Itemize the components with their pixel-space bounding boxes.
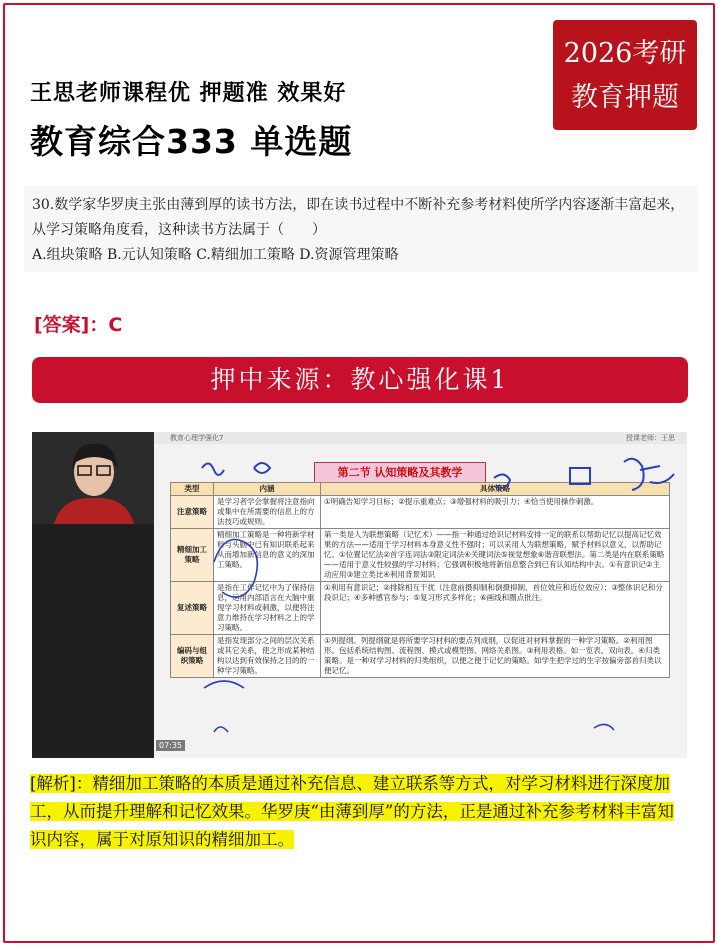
col-meaning: 内涵 [214,483,321,496]
answer-label: [答案]：C [34,314,123,336]
slide-header-left: 教育心理学强化7 [170,434,224,442]
lecture-slide [154,432,687,758]
question-stem: 30.数学家华罗庚主张由薄到厚的读书方法，即在读书过程中不断补充参考材料使所学内容逐渐丰富起来，从学习策略角度看，这种读书方法属于（ ） [32,197,685,238]
page-title: 教育综合333 单选题 [30,122,353,161]
lecture-video[interactable] [32,432,687,758]
col-type: 类型 [171,483,214,496]
row-meaning: 精细加工策略是一种将新学材料与头脑中已有知识联系起来从而增加新信息的意义的深加工策略。 [214,529,321,582]
col-strategy: 具体策略 [321,483,670,496]
slogan: 王思老师课程优 押题准 效果好 [30,81,347,106]
slide-header-right: 授课老师：王思 [626,434,675,442]
row-type: 编码与组织策略 [171,635,214,678]
strategy-table [170,482,670,678]
analysis-text [30,770,682,854]
question-options: A.组块策略 B.元认知策略 C.精细加工策略 D.资源管理策略 [32,247,399,263]
row-meaning: 是指发现部分之间的层次关系或其它关系，使之形成某种结构以达到有效保持之目的的一种学习策略。 [214,635,321,678]
question-text [32,193,692,268]
row-meaning: 是学习者学会掌握将注意指向或集中在所需要的信息上的方法技巧或规则。 [214,496,321,529]
row-type: 精细加工策略 [171,529,214,582]
row-strategy: 第一类是人为联想策略（记忆术）——指一种通过给识记材料安排一定的联系以帮助记忆以提高记忆效果的方法——适用于学习材料本身意义性不强时；可以采用人为联想策略，赋予材料以意义，以帮助记忆。①位置记忆法②首字连词法③限定词法④关键词法⑤视觉想象⑥谐音联想法。第二类是内在联系策略——适用于意义性较强的学习材料；它强调积极地将新信息整合到已有认知结构中去。①有意识记②主动应用③建立类比④利用背景知识 [321,529,670,582]
exam-badge [553,20,697,130]
row-strategy: ①利用有意识记；②排除相互干扰（注意前摄抑制和倒摄抑制、首位效应和近位效应）；③整体识记和分段识记；④多种感官参与；⑤复习形式多样化；⑥画线和圈点批注。 [321,582,670,635]
table-row [171,496,670,529]
source-banner: 押中来源：教心强化课1 [32,357,688,403]
row-meaning: 是指在工作记忆中为了保持信息，运用内部语言在大脑中重现学习材料或刺激，以便将注意力维持在学习材料之上的学习策略。 [214,582,321,635]
row-type: 复述策略 [171,582,214,635]
question-box [24,186,698,272]
slide-header [154,432,687,444]
table-header-row [171,483,670,496]
teacher-camera [32,432,154,758]
table-row [171,582,670,635]
video-timestamp: 07:35 [156,740,185,751]
slide-section-title: 第二节 认知策略及其教学 [314,462,486,484]
row-strategy: ①列提纲。列提纲就是将所要学习材料的要点列成纲，以促进对材料掌握的一种学习策略。②利用图形。包括系统结构图、流程图、模式或模型图、网络关系图。③利用表格。如一览表、双向表。④归类策略。是一种对学习材料的归类组织，以便之便于记忆的策略。如学生把学过的生字按偏旁部首归类以便记忆。 [321,635,670,678]
badge-line-1: 2026考研 [563,38,687,69]
table-row [171,635,670,678]
row-strategy: ①明确告知学习目标；②提示重难点；③增强材料的吸引力；④恰当使用操作刺激。 [321,496,670,529]
row-type: 注意策略 [171,496,214,529]
analysis-highlight: [解析]：精细加工策略的本质是通过补充信息、建立联系等方式，对学习材料进行深度加工，从而提升理解和记忆效果。华罗庚“由薄到厚”的方法，正是通过补充参考材料丰富知识内容，属于对原知识的精细加工。 [30,774,674,849]
teacher-avatar-icon [32,432,154,524]
badge-line-2: 教育押题 [571,82,679,113]
table-row [171,529,670,582]
